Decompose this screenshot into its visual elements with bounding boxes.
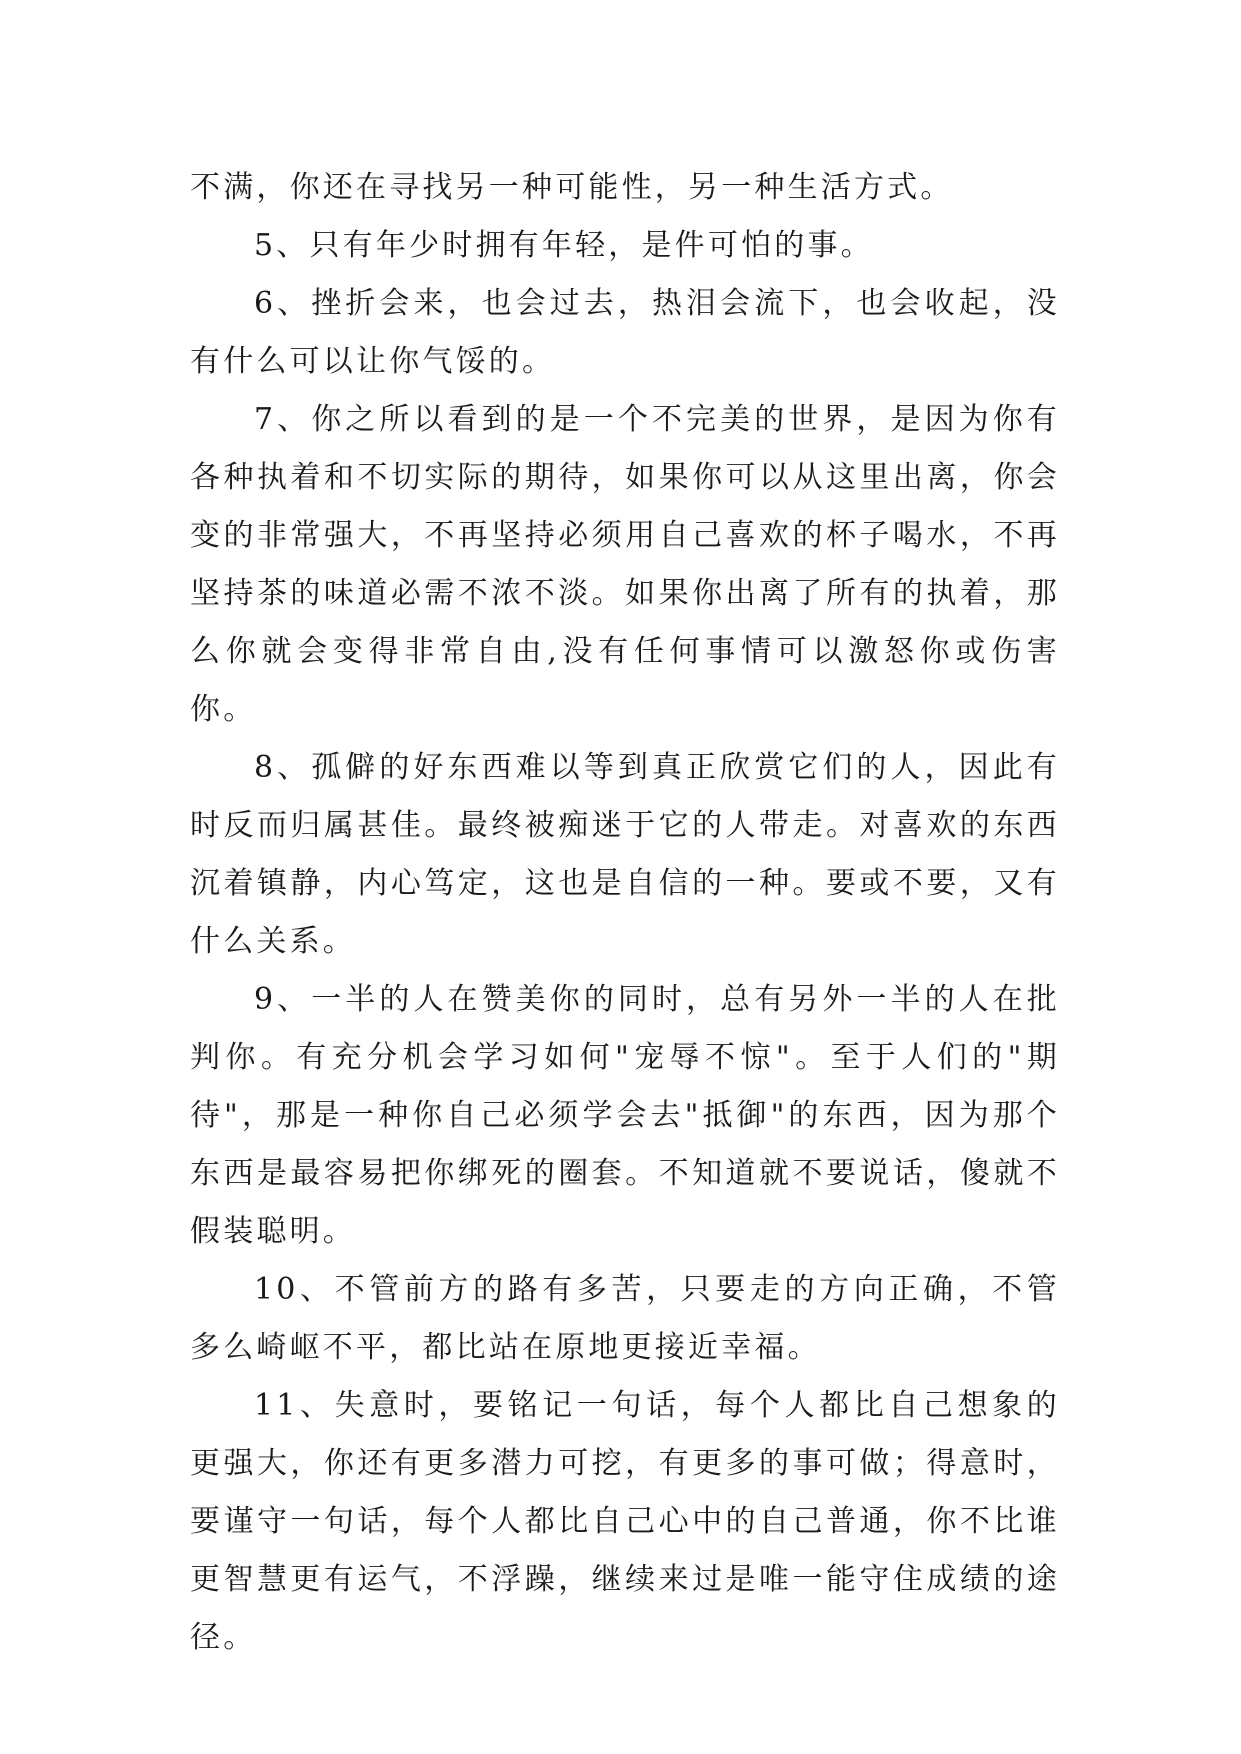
paragraph-item-11: 11、失意时，要铭记一句话，每个人都比自己想象的更强大，你还有更多潜力可挖，有更多的事可做；得意时，要谨守一句话，每个人都比自己心中的自己普通，你不比谁更智慧更有运气，不浮躁，继续来过是唯一能守住成绩的途径。 <box>190 1388 1060 1655</box>
paragraph-item-5: 5、只有年少时拥有年轻，是件可怕的事。 <box>254 228 874 263</box>
paragraph-continuation: 不满，你还在寻找另一种可能性，另一种生活方式。 <box>190 170 954 205</box>
paragraph-item-7: 7、你之所以看到的是一个不完美的世界，是因为你有各种执着和不切实际的期待，如果你可以从这里出离，你会变的非常强大，不再坚持必须用自己喜欢的杯子喝水，不再坚持茶的味道必需不浓不淡。如果你出离了所有的执着，那么你就会变得非常自由,没有任何事情可以激怒你或伤害你。 <box>190 402 1060 727</box>
paragraph-item-9: 9、一半的人在赞美你的同时，总有另外一半的人在批判你。有充分机会学习如何"宠辱不惊"。至于人们的"期待"，那是一种你自己必须学会去"抵御"的东西，因为那个东西是最容易把你绑死的圈套。不知道就不要说话，傻就不假装聪明。 <box>190 982 1060 1249</box>
paragraph-item-10: 10、不管前方的路有多苦，只要走的方向正确，不管多么崎岖不平，都比站在原地更接近幸福。 <box>190 1272 1060 1365</box>
paragraph-item-6: 6、挫折会来，也会过去，热泪会流下，也会收起，没有什么可以让你气馁的。 <box>190 286 1060 379</box>
body-text <box>190 159 1060 1667</box>
paragraph-item-8: 8、孤僻的好东西难以等到真正欣赏它们的人，因此有时反而归属甚佳。最终被痴迷于它的人带走。对喜欢的东西沉着镇静，内心笃定，这也是自信的一种。要或不要，又有什么关系。 <box>190 750 1060 959</box>
